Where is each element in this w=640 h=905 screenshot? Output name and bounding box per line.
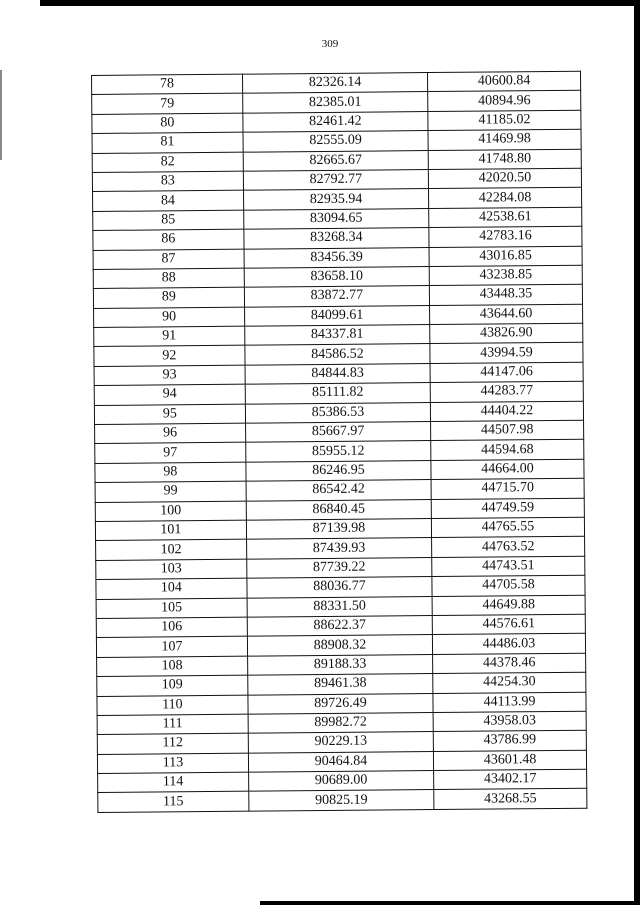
row-index-cell: 79: [92, 94, 243, 115]
value-b-cell: 44254.30: [433, 672, 586, 693]
row-index-cell: 112: [97, 733, 248, 754]
row-index-cell: 93: [94, 365, 245, 386]
value-b-cell: 44705.58: [432, 575, 585, 596]
value-a-cell: 84099.61: [244, 305, 429, 326]
value-b-cell: 44594.68: [431, 440, 584, 461]
row-index-cell: 106: [96, 617, 247, 638]
value-a-cell: 86840.45: [246, 499, 431, 520]
row-index-cell: 100: [95, 501, 246, 522]
value-b-cell: 43826.90: [430, 323, 583, 344]
row-index-cell: 104: [96, 578, 247, 599]
row-index-cell: 87: [93, 249, 244, 270]
row-index-cell: 88: [93, 268, 244, 289]
value-b-cell: 44486.03: [433, 634, 586, 655]
value-a-cell: 87739.22: [247, 557, 432, 578]
value-a-cell: 83872.77: [244, 286, 429, 307]
value-a-cell: 89188.33: [247, 654, 432, 675]
value-b-cell: 41748.80: [428, 149, 581, 170]
value-a-cell: 90464.84: [248, 751, 433, 772]
row-index-cell: 83: [92, 171, 243, 192]
value-a-cell: 87139.98: [246, 519, 431, 540]
value-a-cell: 86542.42: [246, 480, 431, 501]
value-b-cell: 44113.99: [433, 692, 586, 713]
row-index-cell: 78: [92, 74, 243, 95]
row-index-cell: 109: [97, 675, 248, 696]
value-b-cell: 43238.85: [429, 265, 582, 286]
value-b-cell: 43268.55: [434, 789, 587, 810]
row-index-cell: 102: [96, 540, 247, 561]
row-index-cell: 86: [93, 229, 244, 250]
value-b-cell: 43601.48: [434, 750, 587, 771]
value-a-cell: 83268.34: [244, 228, 429, 249]
value-a-cell: 85111.82: [245, 383, 430, 404]
row-index-cell: 85: [93, 210, 244, 231]
value-b-cell: 42284.08: [429, 188, 582, 209]
value-a-cell: 89726.49: [248, 693, 433, 714]
value-b-cell: 40894.96: [428, 91, 581, 112]
value-b-cell: 44749.59: [431, 498, 584, 519]
data-table: [91, 71, 587, 813]
row-index-cell: 107: [96, 636, 247, 657]
value-b-cell: 43994.59: [430, 343, 583, 364]
row-index-cell: 115: [98, 792, 249, 813]
row-index-cell: 97: [95, 443, 246, 464]
value-a-cell: 85955.12: [246, 441, 431, 462]
value-b-cell: 44765.55: [431, 517, 584, 538]
row-index-cell: 82: [92, 152, 243, 173]
value-b-cell: 44664.00: [431, 459, 584, 480]
value-b-cell: 44147.06: [430, 362, 583, 383]
row-index-cell: 103: [96, 559, 247, 580]
value-a-cell: 88036.77: [247, 577, 432, 598]
value-b-cell: 44649.88: [432, 595, 585, 616]
value-a-cell: 90229.13: [248, 732, 433, 753]
row-index-cell: 98: [95, 462, 246, 483]
row-index-cell: 99: [95, 481, 246, 502]
value-a-cell: 84844.83: [245, 363, 430, 384]
value-a-cell: 88331.50: [247, 596, 432, 617]
value-a-cell: 88622.37: [247, 615, 432, 636]
value-b-cell: 44715.70: [431, 478, 584, 499]
value-a-cell: 82665.67: [243, 150, 428, 171]
scan-border-top: [40, 0, 640, 6]
value-b-cell: 44283.77: [430, 381, 583, 402]
value-a-cell: 85667.97: [245, 422, 430, 443]
row-index-cell: 95: [94, 404, 245, 425]
value-a-cell: 85386.53: [245, 402, 430, 423]
value-a-cell: 84337.81: [245, 325, 430, 346]
table-body: [92, 71, 587, 812]
value-b-cell: 41469.98: [428, 129, 581, 150]
value-b-cell: 44576.61: [432, 614, 585, 635]
value-a-cell: 89461.38: [248, 674, 433, 695]
value-b-cell: 40600.84: [428, 71, 581, 92]
value-b-cell: 44404.22: [430, 401, 583, 422]
row-index-cell: 90: [94, 307, 245, 328]
value-b-cell: 43448.35: [429, 285, 582, 306]
value-a-cell: 84586.52: [245, 344, 430, 365]
row-index-cell: 101: [95, 520, 246, 541]
row-index-cell: 91: [94, 326, 245, 347]
value-a-cell: 82326.14: [242, 73, 427, 94]
value-a-cell: 82555.09: [243, 131, 428, 152]
row-index-cell: 108: [97, 656, 248, 677]
value-a-cell: 86246.95: [246, 460, 431, 481]
value-b-cell: 43644.60: [430, 304, 583, 325]
value-a-cell: 82935.94: [243, 189, 428, 210]
row-index-cell: 96: [95, 423, 246, 444]
value-b-cell: 43402.17: [434, 769, 587, 790]
row-index-cell: 81: [92, 132, 243, 153]
value-b-cell: 43786.99: [433, 730, 586, 751]
value-a-cell: 87439.93: [246, 538, 431, 559]
row-index-cell: 94: [94, 384, 245, 405]
value-b-cell: 44507.98: [431, 420, 584, 441]
value-a-cell: 83456.39: [244, 247, 429, 268]
scan-border-left: [0, 70, 2, 160]
value-b-cell: 43958.03: [433, 711, 586, 732]
value-a-cell: 82385.01: [243, 92, 428, 113]
value-b-cell: 42538.61: [429, 207, 582, 228]
value-a-cell: 88908.32: [247, 635, 432, 656]
value-b-cell: 44763.52: [432, 537, 585, 558]
row-index-cell: 111: [97, 714, 248, 735]
value-b-cell: 42020.50: [428, 168, 581, 189]
scan-border-bottom: [260, 901, 640, 905]
row-index-cell: 84: [93, 191, 244, 212]
value-b-cell: 42783.16: [429, 226, 582, 247]
row-index-cell: 80: [92, 113, 243, 134]
row-index-cell: 113: [97, 753, 248, 774]
row-index-cell: 110: [97, 695, 248, 716]
value-b-cell: 44743.51: [432, 556, 585, 577]
value-a-cell: 83094.65: [244, 208, 429, 229]
value-a-cell: 90825.19: [249, 790, 434, 811]
value-a-cell: 83658.10: [244, 266, 429, 287]
value-b-cell: 44378.46: [433, 653, 586, 674]
value-a-cell: 90689.00: [248, 771, 433, 792]
value-a-cell: 82792.77: [243, 170, 428, 191]
page-number: 309: [321, 38, 339, 50]
row-index-cell: 105: [96, 598, 247, 619]
scan-border-right: [634, 0, 640, 905]
row-index-cell: 114: [98, 772, 249, 793]
value-a-cell: 82461.42: [243, 111, 428, 132]
value-a-cell: 89982.72: [248, 712, 433, 733]
row-index-cell: 89: [93, 287, 244, 308]
value-b-cell: 43016.85: [429, 246, 582, 267]
value-b-cell: 41185.02: [428, 110, 581, 131]
row-index-cell: 92: [94, 346, 245, 367]
table-row: [98, 789, 587, 813]
